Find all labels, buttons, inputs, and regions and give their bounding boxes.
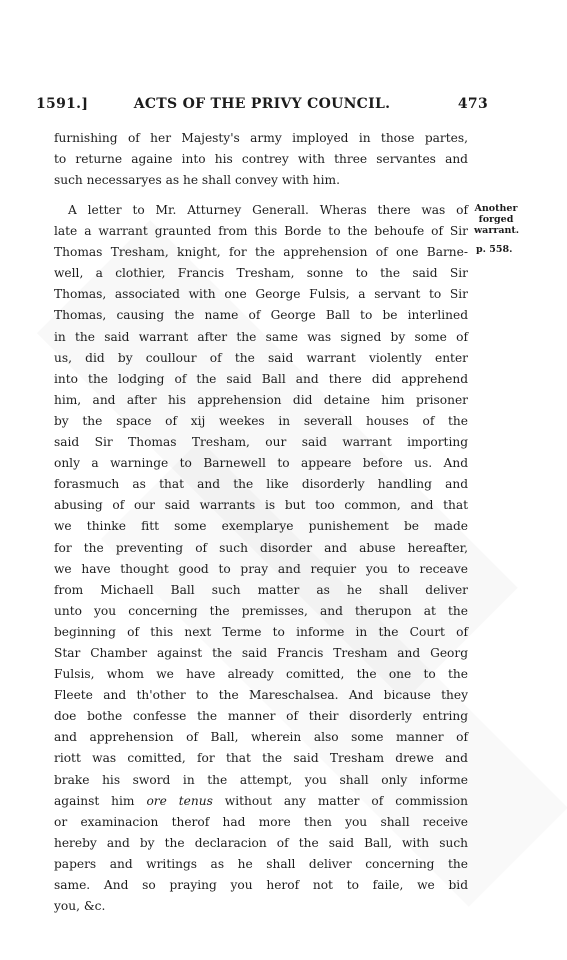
header-year: 1591.] [36,96,89,112]
text-line-ore-tenus [54,791,468,812]
text-line: brake his sword in the attempt, you shall only informe [54,772,468,787]
text-line: beginning of this next Terme to informe in the Court of [54,624,468,639]
text-line: only a warninge to Barnewell to appeare before us. And [54,456,468,471]
text-line: late a warrant graunted from this Borde to the behoufe of Sir [54,224,468,239]
text-line: in the said warrant after the same was signed by some of [54,329,468,344]
text-line: hereby and by the declaracion of the said Ball, with such [54,835,468,850]
page-header [36,96,488,116]
text-line: him, and after his apprehension did detaine him prisoner [54,392,468,407]
text-line: A letter to Mr. Atturney Generall. Wheras there was of [68,203,468,217]
text-line: same. And so praying you herof not to faile, we bid [54,878,468,892]
text-line: Thomas, causing the name of George Ball to be interlined [54,308,468,323]
ore-tenus-line-text: against him ore tenus without any matter of commission [54,793,468,808]
text-line: Thomas Tresham, knight, for the apprehension of one Barne- [54,245,468,260]
text-line: abusing of our said warrants is but too common, and that [54,498,468,513]
text-line: we thinke fitt some exemplarye punishement be made [54,519,468,534]
paragraph-continuation [54,128,468,191]
marginal-note-line: Another [474,203,518,214]
marginal-note-line: warrant. [474,225,520,236]
text-line: from Michaell Ball such matter as he shall deliver [54,582,468,597]
text-line: such necessaryes as he shall convey with him. [54,173,340,188]
text-line: for the preventing of such disorder and abuse hereafter, [54,540,468,555]
text-line: by the space of xij weekes in severall houses of the [54,413,468,428]
text-line: papers and writings as he shall deliver concerning the [54,856,468,871]
paragraph-letter [54,200,468,917]
text-line: Thomas, associated with one George Fulsis, a servant to Sir [54,287,468,302]
text-line: and apprehension of Ball, wherein also some manner of [54,730,468,745]
text-line: doe bothe confesse the manner of their disorderly entring [54,709,468,724]
marginal-note-line: forged [478,214,514,225]
text-line: forasmuch as that and the like disorderly handling and [54,477,468,492]
text-line: well, a clothier, Francis Tresham, sonne to the said Sir [54,266,468,281]
text-line: unto you concerning the premisses, and therupon at the [54,603,468,618]
text-line: or examinacion therof had more then you shall receive [54,814,468,829]
text-line: riott was comitted, for that the said Tresham drewe and [54,751,468,766]
text-line: you, &c. [54,899,106,914]
text-line: Fulsis, whom we have already comitted, the one to the [54,667,468,682]
text-line: us, did by coullour of the said warrant violently enter [54,350,468,365]
text-line: Fleete and th'other to the Mareschalsea. And bicause they [54,688,468,703]
text-line: to returne againe into his contrey with three servantes and [54,152,468,167]
page-number: 473 [457,96,488,112]
text-line: furnishing of her Majesty's army imployed in those partes, [54,131,468,145]
text-line: into the lodging of the said Ball and there did apprehend [54,371,468,386]
marginal-page-reference: p. 558. [476,244,513,255]
text-line: Star Chamber against the said Francis Tresham and Georg [54,645,468,660]
latin-phrase: ore tenus [146,793,213,808]
marginal-note [474,203,518,236]
running-title: ACTS OF THE PRIVY COUNCIL. [133,96,391,112]
text-line: we have thought good to pray and requier you to receave [54,561,468,576]
text-line: said Sir Thomas Tresham, our said warrant importing [54,435,468,450]
